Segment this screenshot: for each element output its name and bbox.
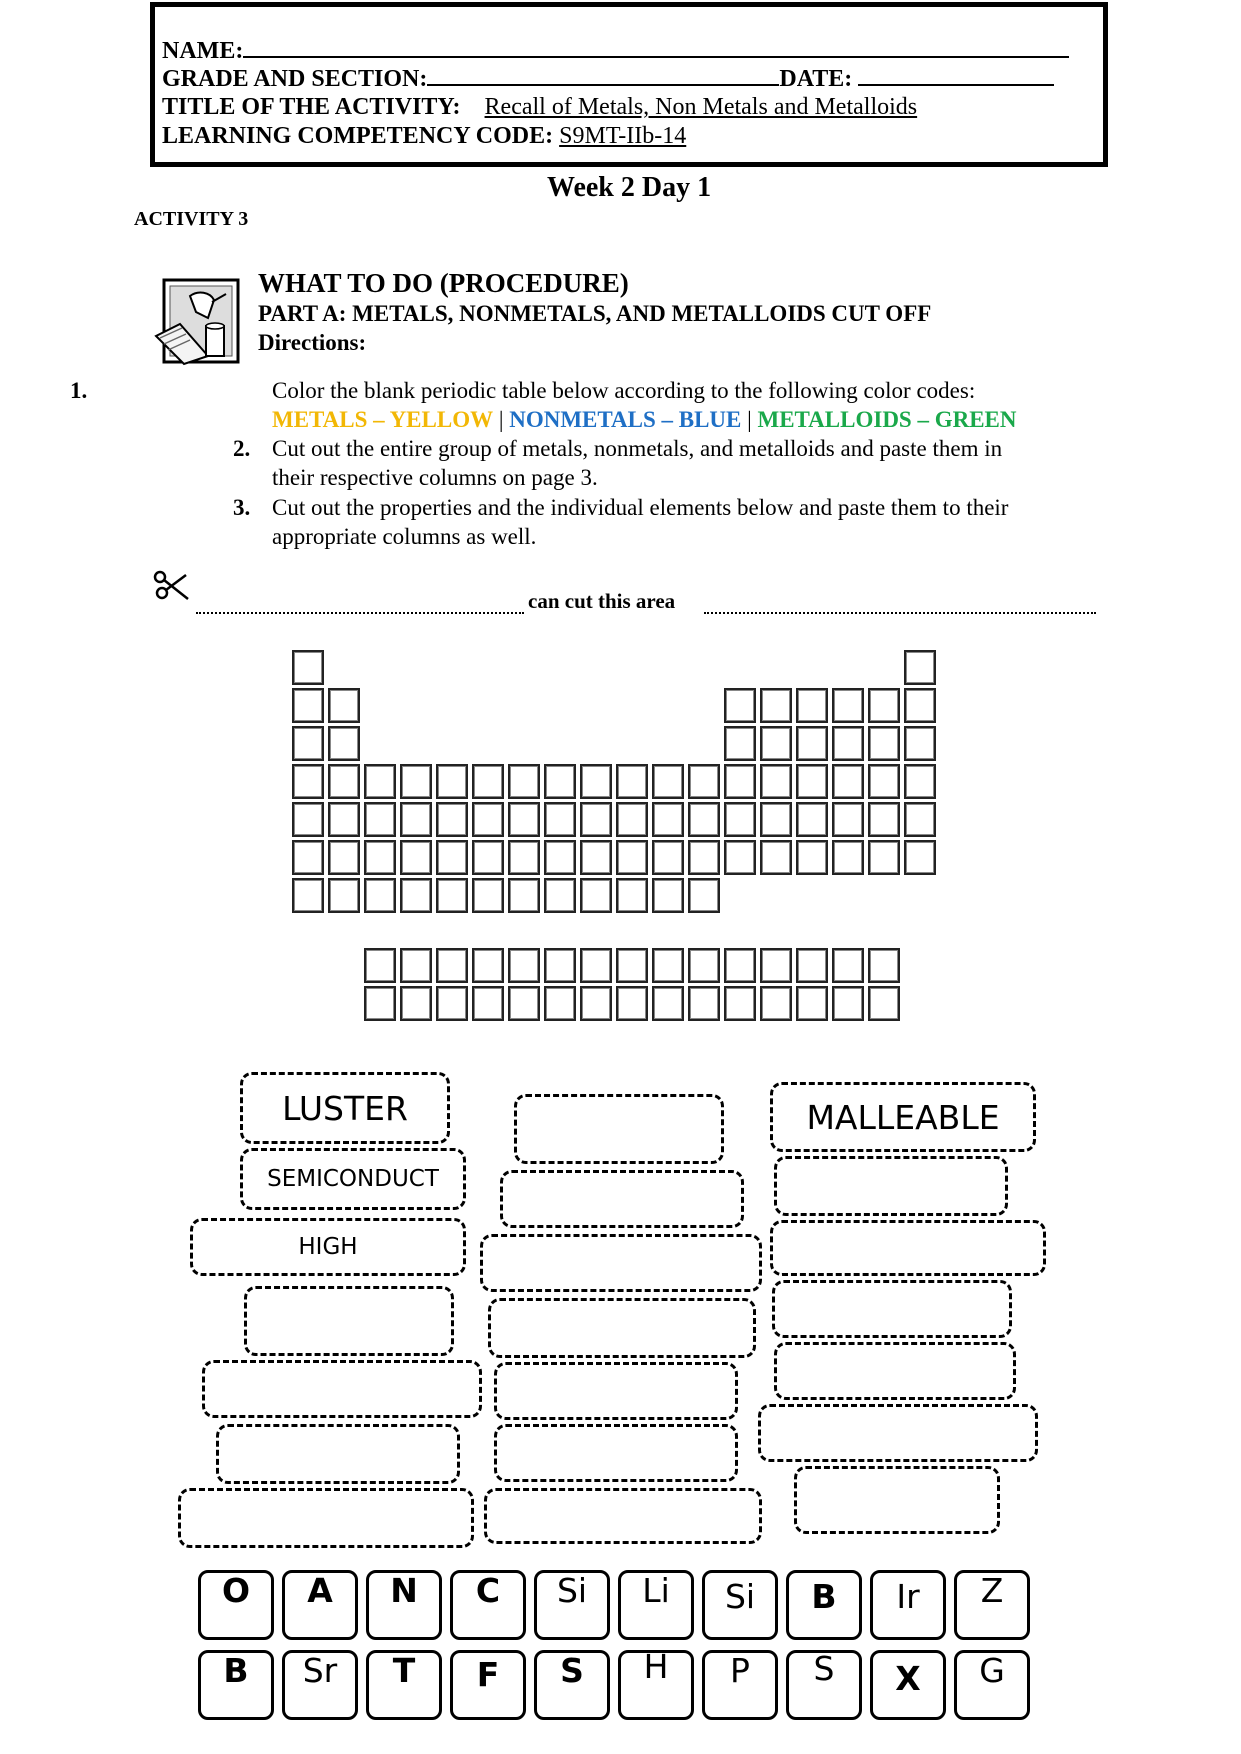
periodic-table-cell [292, 764, 324, 799]
code-separator: | [498, 407, 504, 432]
periodic-table-cell [760, 802, 792, 837]
periodic-table-cell [472, 878, 504, 913]
periodic-table-cell [508, 764, 540, 799]
element-symbol: G [979, 1651, 1005, 1690]
property-card-blank[interactable] [488, 1298, 756, 1358]
periodic-table-cell [688, 986, 720, 1021]
periodic-table-cell [472, 840, 504, 875]
procedure-title: WHAT TO DO (PROCEDURE) [258, 268, 629, 298]
nonmetals-code: NONMETALS – BLUE [509, 407, 742, 432]
periodic-table-cell [616, 986, 648, 1021]
periodic-table-cell [760, 948, 792, 983]
periodic-table-cell [688, 878, 720, 913]
periodic-table-cell [652, 878, 684, 913]
periodic-table-cell [760, 986, 792, 1021]
element-tile[interactable] [282, 1650, 358, 1720]
periodic-table-cell [400, 986, 432, 1021]
periodic-table-cell [832, 802, 864, 837]
periodic-table-cell [868, 802, 900, 837]
element-symbol: P [730, 1651, 750, 1690]
week-title: Week 2 Day 1 [547, 172, 712, 203]
periodic-table-cell [796, 840, 828, 875]
periodic-table-cell [616, 948, 648, 983]
element-symbol: Si [724, 1577, 756, 1616]
property-card-blank[interactable] [794, 1466, 1000, 1534]
element-symbol: H [643, 1647, 669, 1686]
periodic-table-cell [400, 802, 432, 837]
periodic-table-cell [472, 948, 504, 983]
element-tile[interactable] [786, 1570, 862, 1640]
scissors-icon [152, 569, 192, 605]
periodic-table-cell [832, 688, 864, 723]
periodic-table-cell [544, 878, 576, 913]
periodic-table-cell [652, 986, 684, 1021]
element-tile[interactable] [450, 1650, 526, 1720]
element-symbol: N [390, 1571, 418, 1610]
periodic-table-cell [292, 802, 324, 837]
element-tile[interactable] [282, 1570, 358, 1640]
step-2-number: 2. [233, 436, 251, 461]
property-card-high[interactable] [190, 1218, 466, 1276]
periodic-table-cell [436, 878, 468, 913]
periodic-table-cell [616, 878, 648, 913]
code-separator: | [747, 407, 752, 432]
periodic-table-cell [796, 986, 828, 1021]
grade-blank[interactable] [427, 64, 779, 86]
periodic-table-cell [400, 840, 432, 875]
periodic-table-cell [616, 840, 648, 875]
title-label: TITLE OF THE ACTIVITY: [162, 94, 461, 120]
element-tile[interactable] [702, 1570, 778, 1640]
step-3-line-2: appropriate columns as well. [272, 524, 537, 549]
periodic-table-cell [328, 764, 360, 799]
element-tile[interactable] [198, 1570, 274, 1640]
property-card-blank[interactable] [774, 1156, 1008, 1216]
periodic-table-cell [400, 948, 432, 983]
property-card-blank[interactable] [216, 1424, 460, 1484]
periodic-table-cell [652, 764, 684, 799]
element-tile[interactable] [786, 1650, 862, 1720]
property-card-blank[interactable] [480, 1234, 762, 1292]
periodic-table-cell [472, 802, 504, 837]
property-card-blank[interactable] [494, 1362, 738, 1420]
periodic-table-cell [724, 688, 756, 723]
element-symbol: O [221, 1571, 251, 1610]
cut-line-label: can cut this area [528, 589, 676, 613]
periodic-table-cell [328, 878, 360, 913]
periodic-table-cell [904, 840, 936, 875]
periodic-table-cell [364, 802, 396, 837]
periodic-table-cell [400, 878, 432, 913]
name-row [162, 36, 1069, 66]
periodic-table-cell [544, 840, 576, 875]
periodic-table-cell [688, 840, 720, 875]
name-label: NAME: [162, 38, 244, 64]
periodic-table-cell [904, 726, 936, 761]
property-card-luster[interactable] [240, 1072, 450, 1144]
periodic-table-cell [724, 840, 756, 875]
periodic-table-cell [724, 802, 756, 837]
periodic-table-cell [760, 688, 792, 723]
step-2-line-2: their respective columns on page 3. [272, 465, 598, 490]
code-row [162, 122, 686, 151]
periodic-table-cell [292, 688, 324, 723]
code-value: S9MT-IIb-14 [559, 123, 687, 149]
periodic-table-cell [688, 802, 720, 837]
element-symbol: S [813, 1649, 835, 1688]
periodic-table-cell [472, 764, 504, 799]
directions-label: Directions: [258, 330, 367, 355]
periodic-table-cell [832, 840, 864, 875]
periodic-table-cell [580, 840, 612, 875]
property-card-blank[interactable] [772, 1280, 1012, 1338]
property-card-blank[interactable] [774, 1342, 1016, 1400]
step-1-number: 1. [70, 378, 88, 403]
periodic-table-cell [904, 764, 936, 799]
color-codes [272, 405, 1017, 434]
property-card-blank[interactable] [244, 1286, 454, 1356]
property-card-text: LUSTER [282, 1088, 408, 1128]
periodic-table-cell [796, 726, 828, 761]
periodic-table-cell [328, 840, 360, 875]
periodic-table-cell [868, 764, 900, 799]
periodic-table-cell [796, 764, 828, 799]
periodic-table-cell [292, 726, 324, 761]
element-symbol: Ir [896, 1577, 920, 1616]
periodic-table-cell [832, 948, 864, 983]
step-2-line-1: Cut out the entire group of metals, nonmetals, and metalloids and paste them in [272, 436, 1003, 461]
grade-row [162, 64, 1054, 94]
periodic-table-cell [364, 764, 396, 799]
periodic-table-cell [292, 878, 324, 913]
periodic-table-cell [904, 802, 936, 837]
property-card-text: MALLEABLE [806, 1097, 1000, 1137]
periodic-table-cell [580, 802, 612, 837]
title-row [162, 93, 917, 122]
periodic-table-cell [688, 764, 720, 799]
element-tile[interactable] [870, 1650, 946, 1720]
periodic-table-cell [580, 948, 612, 983]
periodic-table-cell [724, 948, 756, 983]
periodic-table-cell [400, 764, 432, 799]
periodic-table-cell [760, 840, 792, 875]
property-card-blank[interactable] [202, 1360, 482, 1418]
periodic-table-cell [760, 726, 792, 761]
periodic-table-cell [508, 840, 540, 875]
element-tile[interactable] [198, 1650, 274, 1720]
element-tile[interactable] [618, 1570, 694, 1640]
periodic-table-cell [868, 688, 900, 723]
periodic-table-cell [508, 986, 540, 1021]
grade-label: GRADE AND SECTION: [162, 66, 428, 92]
periodic-table-cell [796, 948, 828, 983]
code-label: LEARNING COMPETENCY CODE: [162, 123, 554, 149]
property-card-blank[interactable] [484, 1488, 762, 1544]
periodic-table-cell [292, 840, 324, 875]
periodic-table-cell [364, 878, 396, 913]
periodic-table-cell [580, 878, 612, 913]
periodic-table-cell [472, 986, 504, 1021]
element-tile[interactable] [534, 1570, 610, 1640]
periodic-table-cell [868, 840, 900, 875]
periodic-table-cell [688, 948, 720, 983]
property-card-malleable[interactable] [770, 1082, 1036, 1152]
periodic-table-cell [832, 764, 864, 799]
property-card-semiconduct[interactable] [240, 1148, 466, 1210]
periodic-table-cell [724, 764, 756, 799]
element-symbol: B [223, 1651, 249, 1690]
element-tile[interactable] [534, 1650, 610, 1720]
name-blank[interactable] [243, 36, 1069, 58]
element-tile[interactable] [450, 1570, 526, 1640]
periodic-table-cell [436, 764, 468, 799]
periodic-table-cell [328, 726, 360, 761]
periodic-table-cell [364, 986, 396, 1021]
element-tile[interactable] [702, 1650, 778, 1720]
periodic-table-cell [652, 840, 684, 875]
periodic-table-cell [436, 840, 468, 875]
element-tile[interactable] [954, 1650, 1030, 1720]
periodic-table-cell [544, 802, 576, 837]
element-symbol: S [560, 1651, 584, 1690]
element-symbol: Li [642, 1571, 670, 1610]
property-card-text: SEMICONDUCT [267, 1166, 439, 1192]
periodic-table-cell [292, 650, 324, 685]
periodic-table-cell [436, 948, 468, 983]
element-symbol: X [895, 1659, 921, 1698]
cut-line-left [196, 612, 524, 614]
title-value: Recall of Metals, Non Metals and Metalloids [484, 94, 918, 120]
date-blank[interactable] [858, 64, 1054, 86]
property-card-text: HIGH [298, 1234, 358, 1260]
element-symbol: Si [556, 1571, 588, 1610]
element-tile[interactable] [366, 1650, 442, 1720]
periodic-table-cell [580, 986, 612, 1021]
element-symbol: Sr [302, 1651, 338, 1690]
element-tile[interactable] [366, 1570, 442, 1640]
activity-label: ACTIVITY 3 [134, 208, 249, 230]
property-card-blank[interactable] [758, 1404, 1038, 1462]
periodic-table-cell [616, 802, 648, 837]
element-symbol: T [392, 1651, 416, 1690]
periodic-table-cell [832, 986, 864, 1021]
element-symbol: B [811, 1577, 837, 1616]
periodic-table-cell [616, 764, 648, 799]
part-a-title: PART A: METALS, NONMETALS, AND METALLOIDS CUT OFF [258, 301, 932, 326]
element-symbol: A [307, 1571, 333, 1610]
periodic-table-cell [508, 802, 540, 837]
element-symbol: C [475, 1571, 501, 1610]
property-card-blank[interactable] [178, 1488, 474, 1548]
periodic-table-cell [544, 986, 576, 1021]
periodic-table-cell [508, 878, 540, 913]
periodic-table-cell [364, 948, 396, 983]
periodic-table-cell [796, 688, 828, 723]
periodic-table-cell [796, 802, 828, 837]
periodic-table-cell [364, 840, 396, 875]
property-card-blank[interactable] [494, 1424, 738, 1482]
periodic-table-cell [436, 802, 468, 837]
element-symbol: F [476, 1655, 500, 1694]
step-3-number: 3. [233, 495, 251, 520]
step-1-text: Color the blank periodic table below according to the following color codes: [272, 378, 976, 403]
periodic-table-cell [904, 688, 936, 723]
periodic-table-cell [868, 726, 900, 761]
periodic-table-cell [760, 764, 792, 799]
periodic-table-cell [652, 948, 684, 983]
periodic-table-cell [832, 726, 864, 761]
property-card-blank[interactable] [514, 1094, 724, 1164]
cut-line-right [704, 612, 1096, 614]
periodic-table-cell [724, 726, 756, 761]
periodic-table-cell [328, 802, 360, 837]
periodic-table-cell [544, 764, 576, 799]
periodic-table-cell [868, 948, 900, 983]
element-tile[interactable] [954, 1570, 1030, 1640]
periodic-table-cell [724, 986, 756, 1021]
element-tile[interactable] [618, 1647, 694, 1720]
periodic-table-cell [328, 688, 360, 723]
periodic-table-cell [544, 948, 576, 983]
periodic-table-cell [580, 764, 612, 799]
periodic-table-cell [652, 802, 684, 837]
periodic-table-cell [436, 986, 468, 1021]
periodic-table-cell [868, 986, 900, 1021]
property-card-blank[interactable] [500, 1170, 744, 1228]
procedure-icon [150, 278, 242, 366]
element-tile[interactable] [870, 1570, 946, 1640]
element-symbol: Z [980, 1571, 1004, 1610]
periodic-table-cell [904, 650, 936, 685]
periodic-table-cell [508, 948, 540, 983]
step-3-line-1: Cut out the properties and the individual elements below and paste them to their [272, 495, 1009, 520]
metals-code: METALS – YELLOW [272, 407, 494, 432]
property-card-blank[interactable] [770, 1220, 1046, 1276]
date-label: DATE: [779, 66, 853, 92]
metalloids-code: METALLOIDS – GREEN [757, 407, 1017, 432]
